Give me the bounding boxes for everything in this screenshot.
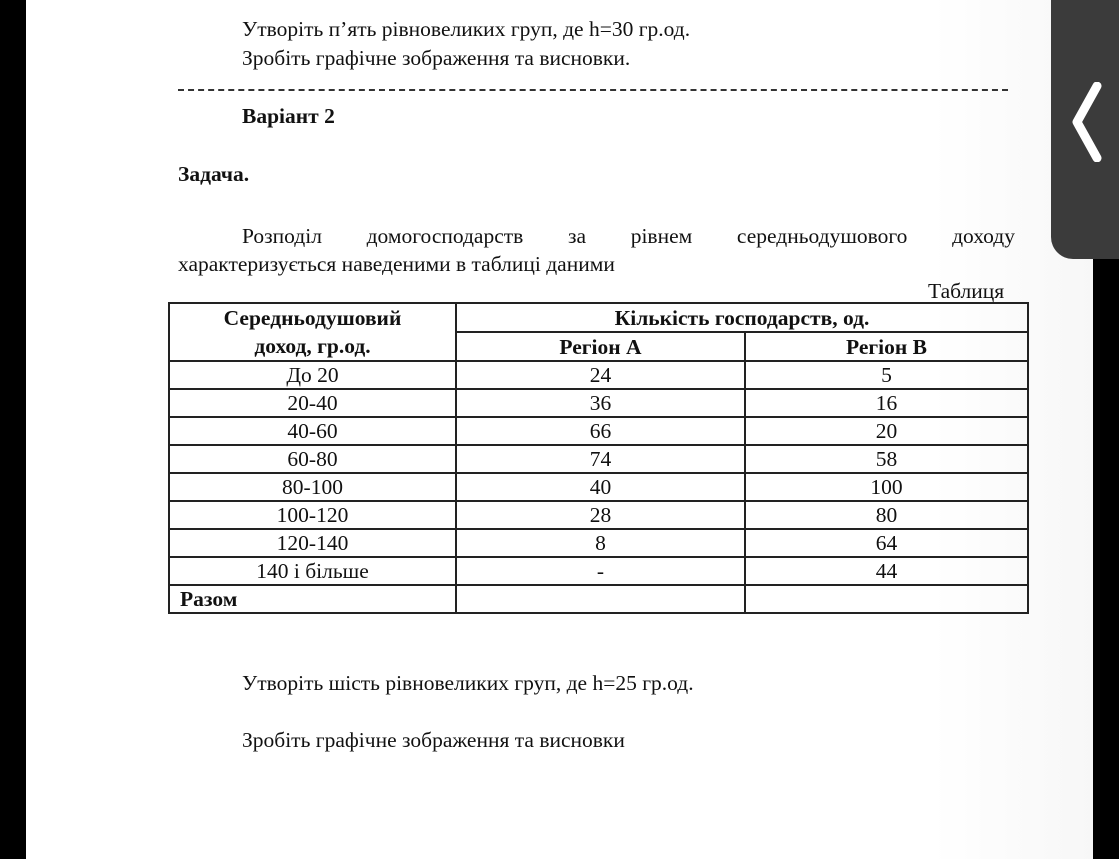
header-region-a: Регіон А <box>456 332 745 361</box>
cell-total-a <box>456 585 745 613</box>
cell-region-b: 64 <box>745 529 1028 557</box>
cell-region-a: 24 <box>456 361 745 389</box>
cell-region-a: 40 <box>456 473 745 501</box>
chevron-left-icon <box>1069 82 1105 162</box>
header-count: Кількість господарств, од. <box>456 303 1028 332</box>
instruction-graph-1: Зробіть графічне зображення та висновки. <box>242 46 631 70</box>
header-income-line-1: Середньодушовий <box>223 306 402 330</box>
cell-region-b: 5 <box>745 361 1028 389</box>
table-row <box>169 361 1028 389</box>
cell-region-b: 100 <box>745 473 1028 501</box>
instruction-graph-2: Зробіть графічне зображення та висновки <box>242 728 625 752</box>
table-total-row <box>169 585 1028 613</box>
instruction-six-groups: Утворіть шість рівновеликих груп, де h=25 гр.од. <box>242 671 694 695</box>
cell-region-b: 16 <box>745 389 1028 417</box>
cell-region-a: 66 <box>456 417 745 445</box>
table-caption: Таблиця <box>928 279 1005 303</box>
document-page <box>26 0 1093 859</box>
back-button[interactable] <box>1051 0 1119 259</box>
table-row <box>169 473 1028 501</box>
cell-region-a: 74 <box>456 445 745 473</box>
cell-region-a: 28 <box>456 501 745 529</box>
intro-line-1: Розподіл домогосподарств за рівнем середньодушового доходу <box>242 224 1015 248</box>
table-row <box>169 557 1028 585</box>
header-income-line-2: доход, гр.од. <box>254 334 371 358</box>
table-row <box>169 445 1028 473</box>
cell-region-a: 36 <box>456 389 745 417</box>
table-row <box>169 501 1028 529</box>
cell-total-b <box>745 585 1028 613</box>
table-row <box>169 529 1028 557</box>
task-heading: Задача. <box>178 162 250 186</box>
cell-income: 60-80 <box>169 445 456 473</box>
cell-income: 20-40 <box>169 389 456 417</box>
cell-region-a: - <box>456 557 745 585</box>
cell-region-a: 8 <box>456 529 745 557</box>
header-income <box>169 303 456 361</box>
header-region-b: Регіон В <box>745 332 1028 361</box>
instruction-five-groups: Утворіть п’ять рівновеликих груп, де h=30 гр.од. <box>242 17 691 41</box>
cell-income: 80-100 <box>169 473 456 501</box>
cell-region-b: 20 <box>745 417 1028 445</box>
cell-region-b: 58 <box>745 445 1028 473</box>
intro-paragraph <box>178 222 1015 278</box>
table-row <box>169 417 1028 445</box>
cell-income: 120-140 <box>169 529 456 557</box>
cell-income: 100-120 <box>169 501 456 529</box>
table-row <box>169 389 1028 417</box>
section-divider <box>178 89 1008 91</box>
cell-income: 140 і більше <box>169 557 456 585</box>
cell-income: 40-60 <box>169 417 456 445</box>
intro-line-2: характеризується наведеними в таблиці даними <box>178 252 615 276</box>
cell-total-label: Разом <box>169 585 456 613</box>
cell-income: До 20 <box>169 361 456 389</box>
variant-heading: Варіант 2 <box>242 104 335 128</box>
income-distribution-table <box>168 302 1029 614</box>
cell-region-b: 80 <box>745 501 1028 529</box>
cell-region-b: 44 <box>745 557 1028 585</box>
